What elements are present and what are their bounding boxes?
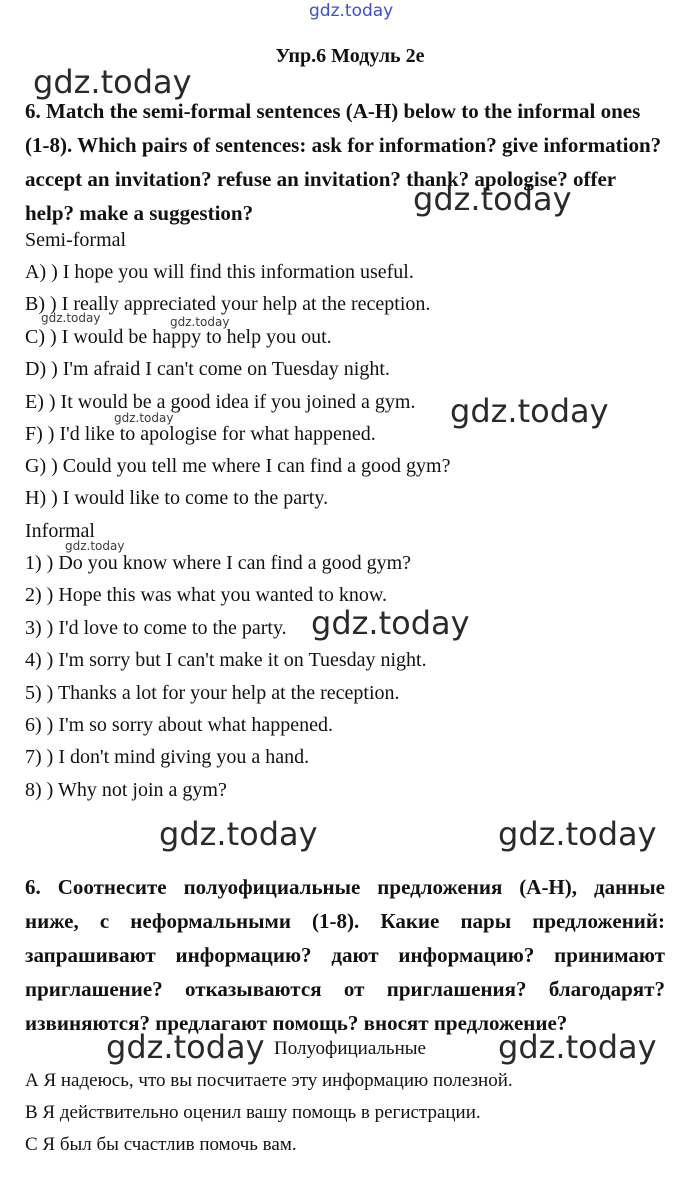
semi-formal-item-ru: С Я был бы счастлив помочь вам. xyxy=(25,1134,297,1155)
informal-item: 8) ) Why not join a gym? xyxy=(25,779,227,801)
semi-formal-item: A) ) I hope you will find this information useful. xyxy=(25,261,414,283)
informal-item: 4) ) I'm sorry but I can't make it on Tuesday night. xyxy=(25,649,427,671)
semi-formal-item: C) ) I would be happy to help you out. xyxy=(25,326,332,348)
semi-formal-item-ru: А Я надеюсь, что вы посчитаете эту информацию полезной. xyxy=(25,1070,513,1091)
semi-formal-item: F) ) I'd like to apologise for what happened. xyxy=(25,423,376,445)
informal-item: 3) ) I'd love to come to the party. xyxy=(25,617,287,639)
watermark: gdz.today xyxy=(450,392,609,430)
semi-formal-item: B) ) I really appreciated your help at the reception. xyxy=(25,293,431,315)
watermark: gdz.today xyxy=(33,63,192,101)
watermark-top[interactable]: gdz.today xyxy=(309,1,394,21)
semi-formal-item: H) ) I would like to come to the party. xyxy=(25,487,329,509)
watermark: gdz.today xyxy=(498,815,657,853)
watermark: gdz.today xyxy=(159,815,318,853)
watermark: gdz.today xyxy=(311,604,470,642)
informal-item: 2) ) Hope this was what you wanted to know. xyxy=(25,584,387,606)
task-instruction-ru: 6. Соотнесите полуофициальные предложения (A-H), данные ниже, с неформальными (1-8). Какие пары предложений: запрашивают информацию? дают информацию? принимают приглашение? отказываются от приглашения? благодарят? извиняются? предлагают помощь? вносят предложение? xyxy=(25,875,665,1035)
informal-heading: Informal xyxy=(25,520,95,542)
task-instruction-en: 6. Match the semi-formal sentences (A-H) below to the informal ones (1-8). Which pairs of sentences: ask for information? give information? accept an invitation? refuse an invitation? thank? apologise? offer help? make a suggestion? xyxy=(25,99,662,225)
watermark: gdz.today xyxy=(498,1028,657,1066)
semi-formal-item-ru: В Я действительно оценил вашу помощь в регистрации. xyxy=(25,1102,481,1123)
watermark: gdz.today xyxy=(65,539,125,553)
informal-item: 7) ) I don't mind giving you a hand. xyxy=(25,746,310,768)
semi-formal-heading-ru: Полуофициальные xyxy=(274,1038,426,1059)
semi-formal-item: G) ) Could you tell me where I can find a good gym? xyxy=(25,455,451,477)
watermark: gdz.today xyxy=(41,311,101,325)
informal-item: 6) ) I'm so sorry about what happened. xyxy=(25,714,333,736)
watermark: gdz.today xyxy=(106,1028,265,1066)
semi-formal-heading: Semi-formal xyxy=(25,229,127,251)
watermark: gdz.today xyxy=(413,180,572,218)
watermark: gdz.today xyxy=(170,315,230,329)
page-title: Упр.6 Модуль 2е xyxy=(275,45,425,67)
informal-item: 5) ) Thanks a lot for your help at the reception. xyxy=(25,682,400,704)
semi-formal-item: D) ) I'm afraid I can't come on Tuesday night. xyxy=(25,358,390,380)
semi-formal-item: E) ) It would be a good idea if you joined a gym. xyxy=(25,391,416,413)
informal-item: 1) ) Do you know where I can find a good gym? xyxy=(25,552,412,574)
watermark: gdz.today xyxy=(114,411,174,425)
